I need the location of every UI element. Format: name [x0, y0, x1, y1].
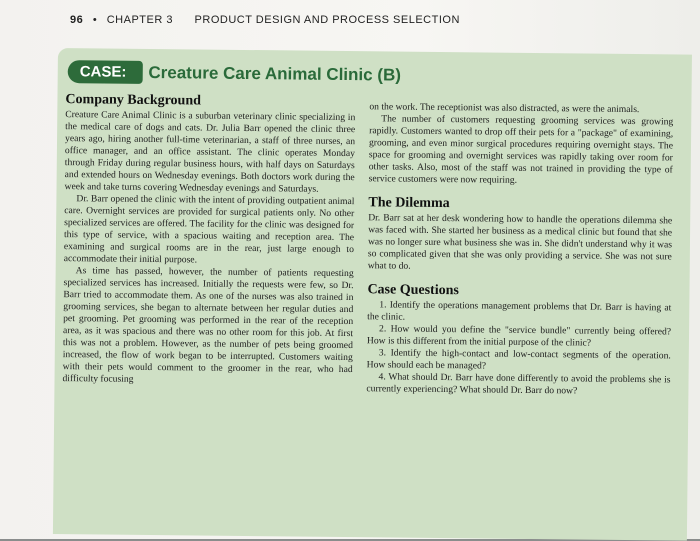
background-paragraph: Dr. Barr opened the clinic with the intent of providing outpatient animal care. Overnight services are provided for surgical patients only. No other specialized services are offered. The facility for the clinic was designed for this type of service, with a spacious waiting and reception area. The examining and surgical rooms are in the rear, just large enough to accommodate their initial purpose. [63, 193, 355, 266]
running-head [70, 14, 460, 26]
left-column [62, 92, 355, 388]
dilemma-paragraph: Dr. Barr sat at her desk wondering how to handle the operations dilemma she was faced with. She started her business as a medical clinic but found that she was no longer sure what business she was in. She didn't understand why it was so complicated given that she was only providing a service. She was not sure what to do. [367, 212, 673, 272]
case-question: 2. How would you define the "service bundle" currently being offered? How is this different from the initial purpose of the clinic? [366, 323, 672, 349]
case-study-box [53, 48, 692, 541]
continuation-paragraph: on the work. The receptionist was also distracted, as were the animals. [369, 101, 640, 116]
right-column [366, 101, 673, 398]
grooming-paragraph: The number of customers requesting grooming services was growing rapidly. Customers wanted to drop off their pets for a "package" of examining, grooming, and even minor surgical procedures requiring overnight stays. The space for grooming and overnight services was rapidly taking over room for other tasks. Also, most of the staff was not trained in providing the type of service customers were now requiring. [368, 113, 674, 186]
page-number: 96 [70, 14, 84, 26]
case-title: Creature Care Animal Clinic (B) [148, 62, 402, 85]
dilemma-heading: The Dilemma [368, 195, 450, 212]
case-tag: CASE: [68, 60, 143, 84]
background-paragraph: Creature Care Animal Clinic is a suburban veterinary clinic specializing in the medical care of dogs and cats. Dr. Julia Barr opened the clinic three years ago, hiring another full-time veterinarian, a staff of three nurses, an office manager, and an office assistant. The clinic operates Monday through Friday during regular business hours, with half days on Saturdays and extended hours on Wednesday evenings. Both doctors work during the week and take turns covering Wednesday evenings and Saturdays. [64, 109, 356, 195]
bullet-separator: • [92, 14, 98, 26]
case-question: 1. Identify the operations management problems that Dr. Barr is having at the clinic. [367, 299, 672, 323]
case-question: 3. Identify the high-contact and low-contact segments of the operation. How should each be managed? [366, 347, 671, 372]
chapter-label: CHAPTER 3 [106, 14, 173, 26]
case-questions-heading: Case Questions [367, 282, 459, 299]
case-question: 4. What should Dr. Barr have done differently to avoid the problems she is currently experiencing? What should Dr. Barr do now? [366, 371, 671, 397]
company-background-heading: Company Background [65, 92, 202, 109]
background-paragraph: As time has passed, however, the number of patients requesting specialized services has increased. Initially the requests were few, so Dr. Barr tried to accommodate them. As one of the nurses was also trained in grooming services, she began to alternate between her regular duties and pet grooming. Pet grooming was performed in the rear of the reception area, as it was spacious and there was no other room for this job. At first this was not a problem. However, as the number of pets being groomed increased, the flow of work began to be interrupted. Customers waiting with their pets would comment to the groomer in the rear, who had difficulty focusing [62, 265, 354, 385]
case-header [68, 60, 401, 86]
chapter-title: PRODUCT DESIGN AND PROCESS SELECTION [194, 14, 460, 26]
